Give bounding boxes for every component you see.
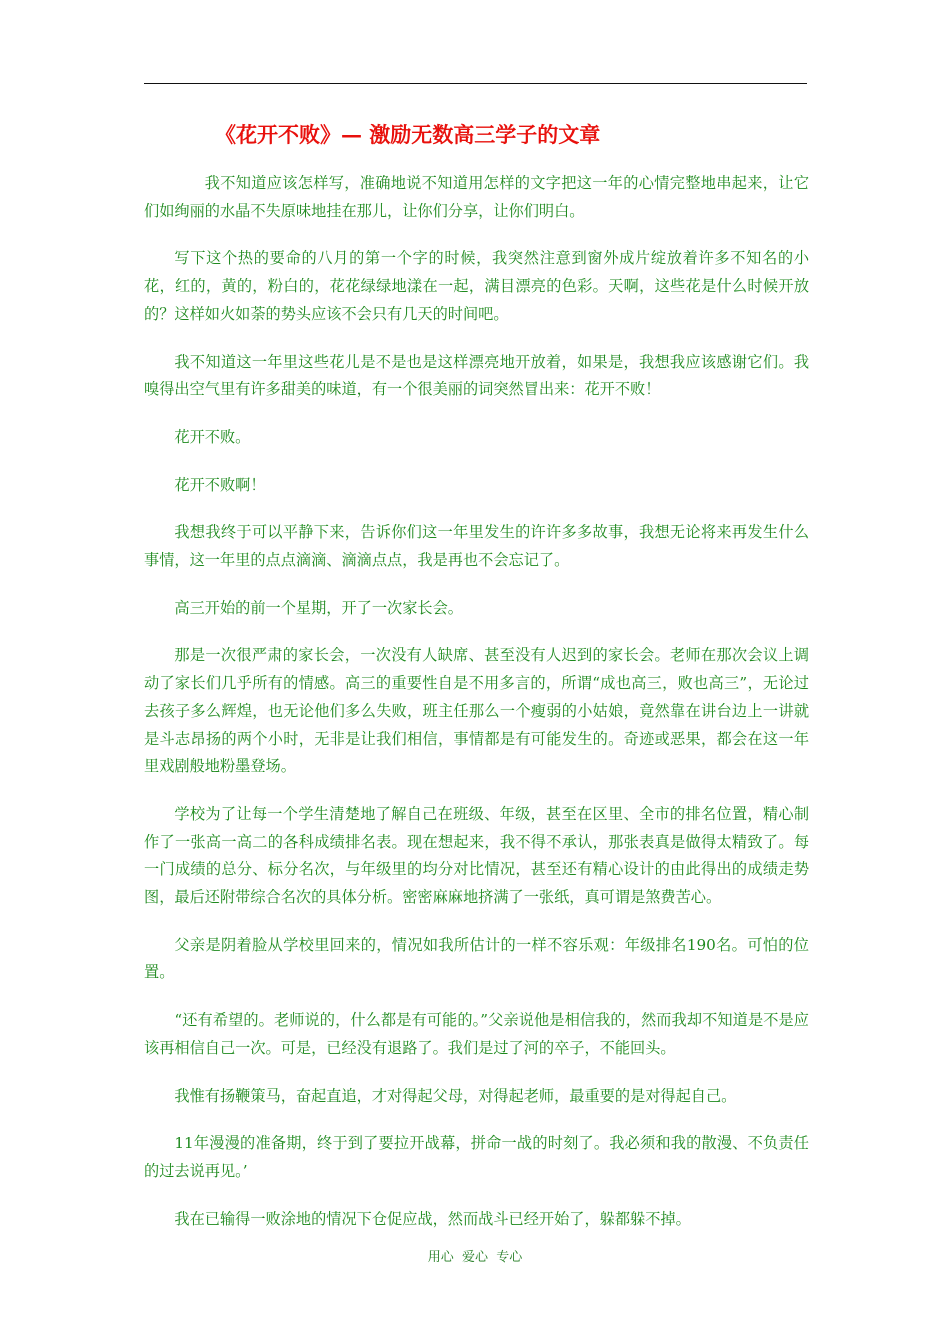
paragraph: 我想我终于可以平静下来，告诉你们这一年里发生的许许多多故事，我想无论将来再发生什么事情，这一年里的点点滴滴、滴滴点点，我是再也不会忘记了。 <box>144 523 809 570</box>
paragraph: 我惟有扬鞭策马，奋起直追，才对得起父母，对得起老师，最重要的是对得起自己。 <box>174 1086 737 1105</box>
paragraph: 父亲是阴着脸从学校里回来的，情况如我所估计的一样不容乐观：年级排名190名。可怕的位置。 <box>144 935 809 982</box>
paragraph: 那是一次很严肃的家长会，一次没有人缺席、甚至没有人迟到的家长会。老师在那次会议上调动了家长们几乎所有的情感。高三的重要性自是不用多言的，所谓“成也高三，败也高三”，无论过去孩子多么辉煌，也无论他们多么失败，班主任那么一个瘦弱的小姑娘，竟然靠在讲台边上一讲就是斗志昂扬的两个小时，无非是让我们相信，事情都是有可能发生的。奇迹或恶果，都会在这一年里戏剧般地粉墨登场。 <box>144 646 809 776</box>
paragraph: 我不知道这一年里这些花儿是不是也是这样漂亮地开放着，如果是，我想我应该感谢它们。我嗅得出空气里有许多甜美的味道，有一个很美丽的词突然冒出来：花开不败！ <box>144 352 809 399</box>
header-rule <box>144 83 807 84</box>
paragraph: 花开不败啊！ <box>174 475 266 494</box>
paragraph: 我不知道应该怎样写，准确地说不知道用怎样的文字把这一年的心情完整地串起来，让它们如绚丽的水晶不失原味地挂在那儿，让你们分享，让你们明白。 <box>144 174 809 220</box>
document-title: 《花开不败》— 激励无数高三学子的文章 <box>215 122 601 147</box>
paragraph: 写下这个热的要命的八月的第一个字的时候，我突然注意到窗外成片绽放着许多不知名的小花，红的，黄的，粉白的，花花绿绿地漾在一起，满目漂亮的色彩。天啊，这些花是什么时候开放的？这样如火如荼的势头应该不会只有几天的时间吧。 <box>144 249 809 323</box>
paragraph: 学校为了让每一个学生清楚地了解自己在班级、年级，甚至在区里、全市的排名位置，精心制作了一张高一高二的各科成绩排名表。现在想起来，我不得不承认，那张表真是做得太精致了。每一门成绩的总分、标分名次，与年级里的均分对比情况，甚至还有精心设计的由此得出的成绩走势图，最后还附带综合名次的具体分析。密密麻麻地挤满了一张纸，真可谓是煞费苦心。 <box>144 804 809 907</box>
paragraph: 我在已输得一败涂地的情况下仓促应战，然而战斗已经开始了，躲都躲不掉。 <box>174 1209 691 1228</box>
document-body <box>144 170 809 1233</box>
paragraph: 高三开始的前一个星期，开了一次家长会。 <box>174 598 463 617</box>
page-footer: 用心 爱心 专心 <box>427 1250 523 1265</box>
paragraph: 花开不败。 <box>174 427 251 446</box>
paragraph: “还有希望的。老师说的，什么都是有可能的。”父亲说他是相信我的，然而我却不知道是不是应该再相信自己一次。可是，已经没有退路了。我们是过了河的卒子，不能回头。 <box>144 1011 809 1057</box>
paragraph: 11年漫漫的准备期，终于到了要拉开战幕，拼命一战的时刻了。我必须和我的散漫、不负责任的过去说再见。’ <box>144 1134 809 1180</box>
